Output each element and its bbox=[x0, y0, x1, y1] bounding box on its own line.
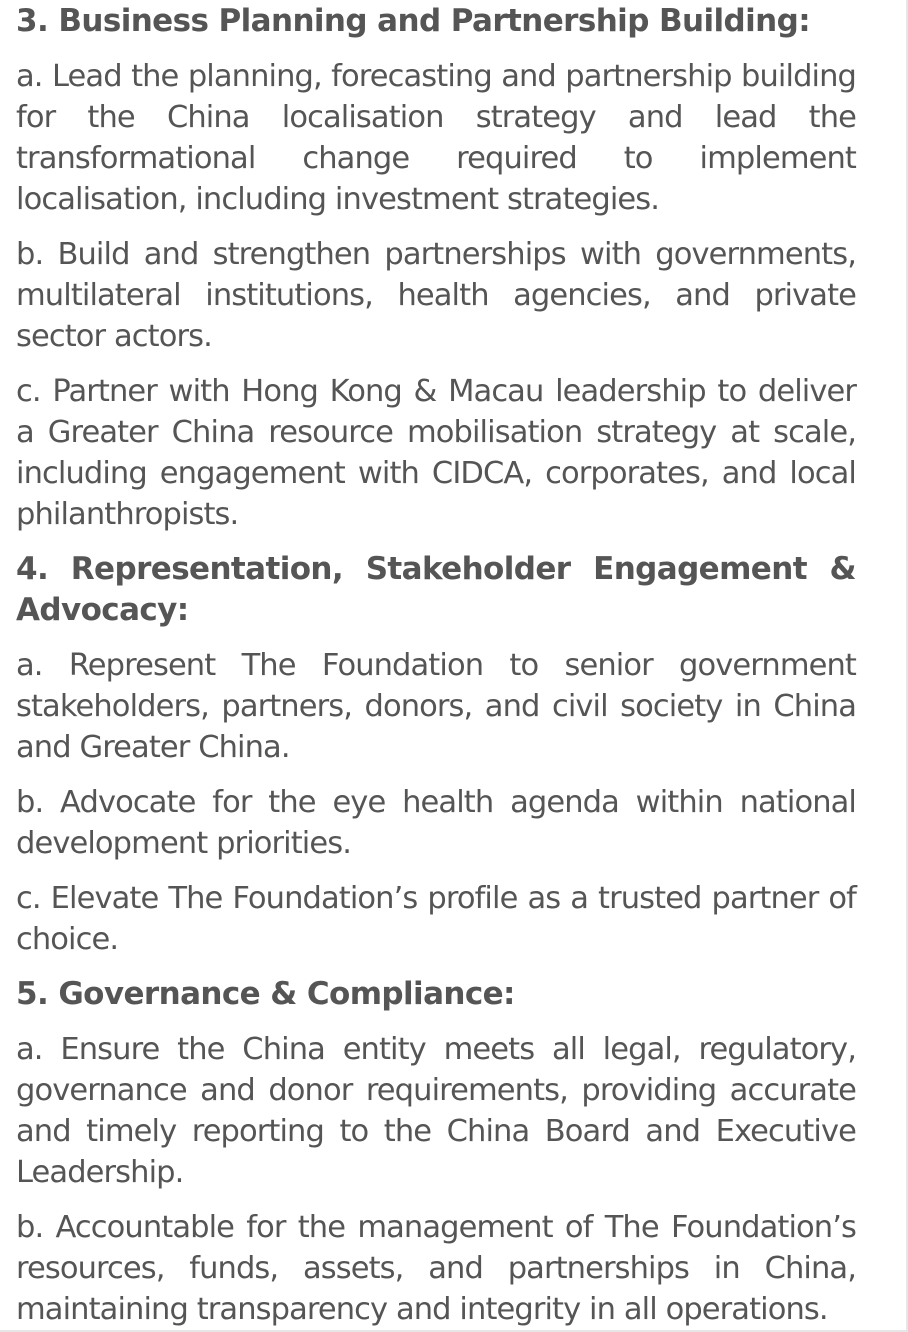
list-item: a. Ensure the China entity meets all legal, regulatory, governance and donor requirements, providing accurate and timely reporting to the China Board and Executive Leadership. bbox=[16, 1032, 856, 1190]
list-item: c. Partner with Hong Kong & Macau leadership to deliver a Greater China resource mobilisation strategy at scale, including engagement with CIDCA, corporates, and local philanthropists. bbox=[16, 374, 856, 532]
section-heading-representation: 4. Representation, Stakeholder Engagement & Advocacy: bbox=[16, 551, 856, 628]
list-item: a. Represent The Foundation to senior government stakeholders, partners, donors, and civil society in China and Greater China. bbox=[16, 648, 856, 765]
list-item: c. Elevate The Foundation’s profile as a trusted partner of choice. bbox=[16, 881, 856, 957]
document-body bbox=[16, 0, 856, 1330]
list-item: b. Build and strengthen partnerships with governments, multilateral institutions, health agencies, and private sector actors. bbox=[16, 237, 856, 354]
list-item: b. Advocate for the eye health agenda within national development priorities. bbox=[16, 785, 856, 861]
list-item: b. Accountable for the management of The Foundation’s resources, funds, assets, and partnerships in China, maintaining transparency and integrity in all operations. bbox=[16, 1210, 856, 1327]
list-item: a. Lead the planning, forecasting and partnership building for the China localisation strategy and lead the transformational change required to implement localisation, including investment strategies. bbox=[16, 59, 856, 217]
section-heading-governance: 5. Governance & Compliance: bbox=[16, 976, 515, 1012]
section-heading-business-planning: 3. Business Planning and Partnership Building: bbox=[16, 3, 811, 39]
